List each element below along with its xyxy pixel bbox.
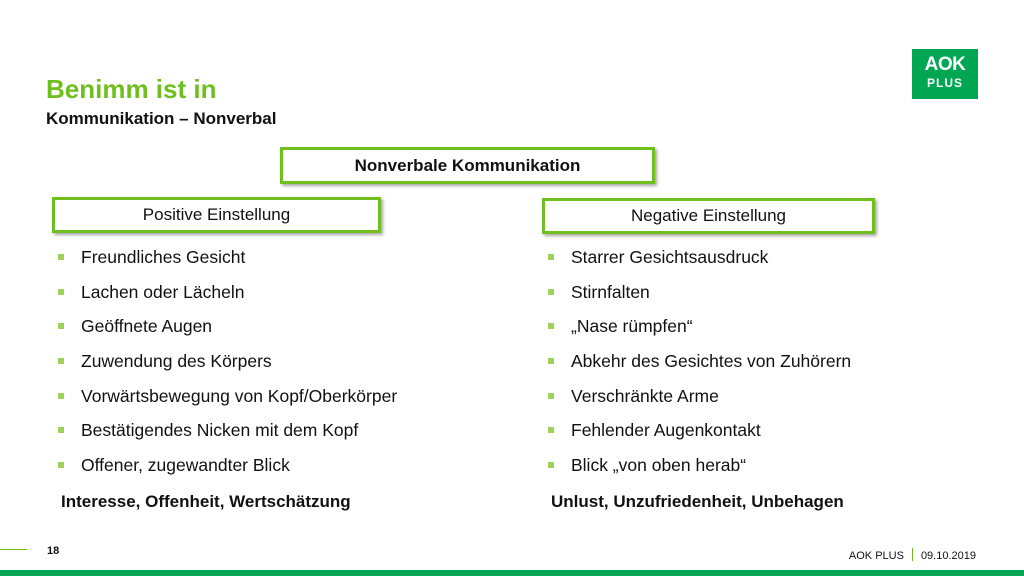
square-bullet-icon: [548, 462, 554, 468]
negative-signals-list: [548, 245, 851, 488]
square-bullet-icon: [58, 462, 64, 468]
slide-subtitle: Kommunikation – Nonverbal: [46, 109, 277, 128]
positive-summary: Interesse, Offenheit, Wertschätzung: [61, 492, 351, 511]
list-item-text: Blick „von oben herab“: [571, 455, 747, 476]
footer-company: AOK PLUS: [848, 550, 904, 562]
square-bullet-icon: [58, 289, 64, 295]
positive-signals-list: [58, 245, 397, 488]
negative-attitude-box: Negative Einstellung: [542, 198, 875, 234]
list-item: [58, 349, 397, 384]
footer-date: 09.10.2019: [920, 550, 976, 562]
square-bullet-icon: [548, 427, 554, 433]
square-bullet-icon: [58, 358, 64, 364]
bottom-brand-bar: [0, 570, 1024, 576]
square-bullet-icon: [548, 393, 554, 399]
square-bullet-icon: [58, 323, 64, 329]
list-item: [548, 245, 851, 280]
list-item-text: Offener, zugewandter Blick: [81, 455, 290, 476]
aok-plus-logo: [912, 49, 978, 99]
list-item-text: Freundliches Gesicht: [81, 247, 246, 267]
list-item-text: Zuwendung des Körpers: [81, 351, 272, 372]
square-bullet-icon: [548, 323, 554, 329]
square-bullet-icon: [548, 289, 554, 295]
square-bullet-icon: [548, 254, 554, 260]
list-item-text: „Nase rümpfen“: [571, 316, 693, 337]
list-item: [548, 418, 851, 453]
list-item-text: Bestätigendes Nicken mit dem Kopf: [81, 420, 359, 441]
logo-line2: PLUS: [926, 76, 963, 90]
positive-attitude-box: Positive Einstellung: [52, 197, 381, 233]
list-item: [548, 384, 851, 419]
list-item: [548, 280, 851, 315]
footer-info: [849, 548, 976, 562]
page-number: 18: [47, 545, 60, 557]
list-item-text: Fehlender Augenkontakt: [571, 420, 761, 441]
list-item: [58, 384, 397, 419]
square-bullet-icon: [548, 358, 554, 364]
list-item: [548, 349, 851, 384]
list-item-text: Lachen oder Lächeln: [81, 281, 245, 302]
nonverbal-communication-box: Nonverbale Kommunikation: [280, 147, 655, 184]
list-item: [58, 418, 397, 453]
list-item: [58, 453, 397, 488]
list-item: [58, 314, 397, 349]
list-item-text: Stirnfalten: [571, 281, 650, 302]
list-item-text: Abkehr des Gesichtes von Zuhörern: [571, 351, 852, 372]
list-item-text: Verschränkte Arme: [571, 385, 719, 406]
square-bullet-icon: [58, 393, 64, 399]
negative-summary: Unlust, Unzufriedenheit, Unbehagen: [551, 492, 844, 511]
list-item-text: Starrer Gesichtsausdruck: [571, 247, 769, 267]
list-item-text: Geöffnete Augen: [81, 316, 213, 337]
footer-separator: [912, 548, 913, 561]
list-item: [548, 453, 851, 488]
square-bullet-icon: [58, 254, 64, 260]
logo-line1: AOK: [924, 54, 966, 75]
list-item: [58, 280, 397, 315]
list-item: [58, 245, 397, 280]
footer-divider: [0, 549, 27, 550]
slide-title: Benimm ist in: [46, 74, 217, 104]
list-item: [548, 314, 851, 349]
list-item-text: Vorwärtsbewegung von Kopf/Oberkörper: [81, 385, 398, 406]
square-bullet-icon: [58, 427, 64, 433]
